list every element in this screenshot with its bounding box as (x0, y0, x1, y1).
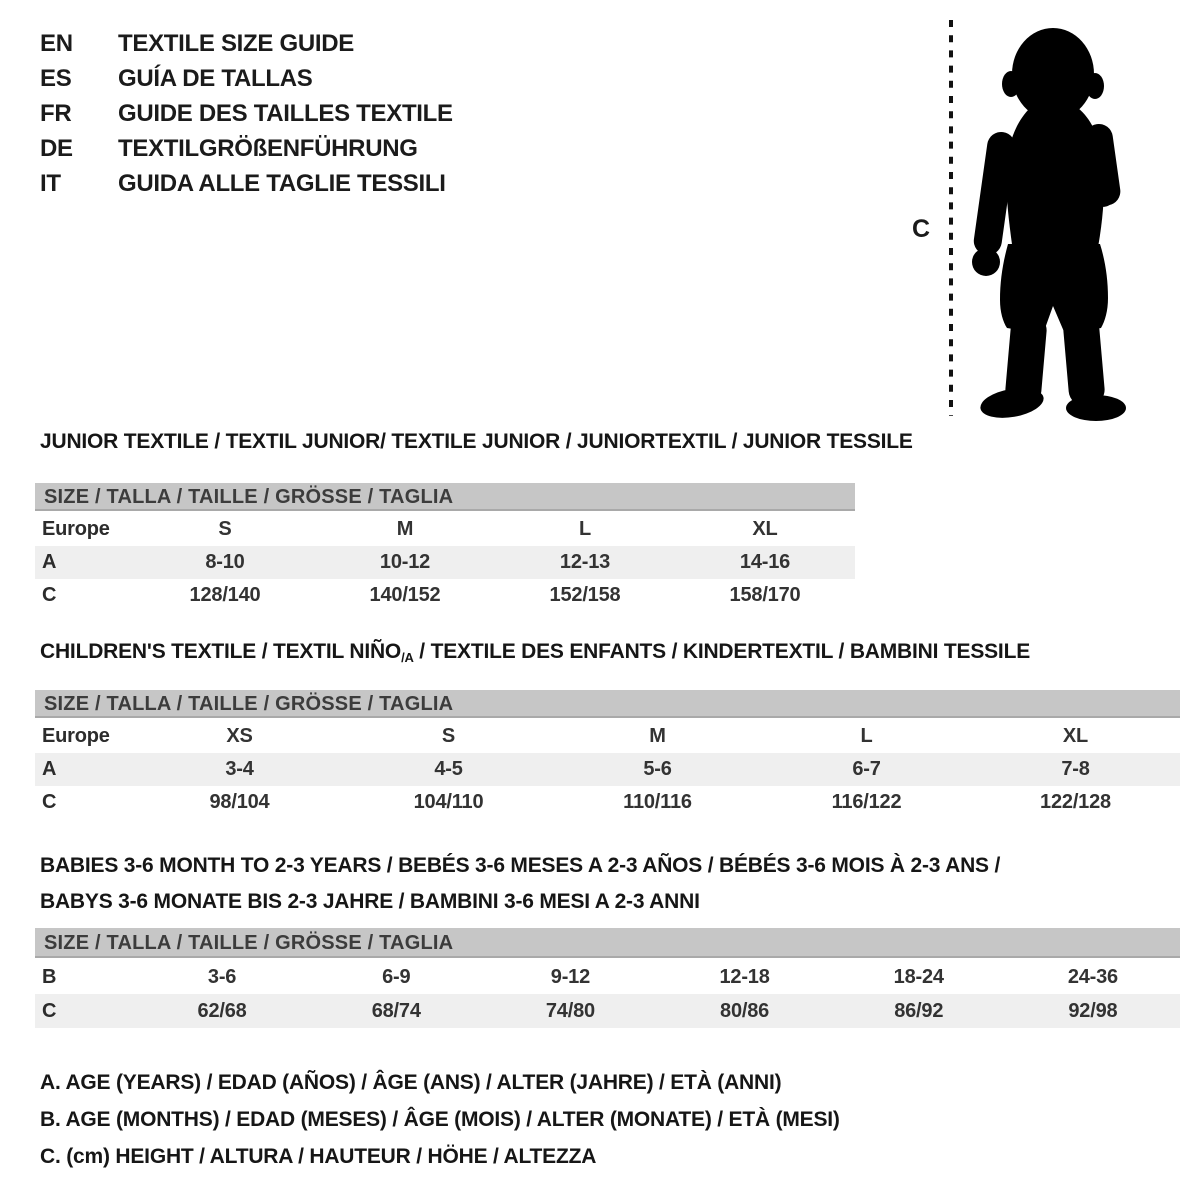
height-cell: 116/122 (831, 791, 902, 813)
toddler-silhouette-icon (905, 14, 1145, 422)
height-cell: 68/74 (371, 999, 421, 1022)
row-label: Europe (42, 518, 110, 540)
language-code: FR (40, 100, 72, 127)
babies-section-title (40, 848, 1000, 920)
age-cell: 4-5 (434, 758, 463, 780)
height-cell: 74/80 (545, 999, 595, 1022)
children-table (35, 720, 1180, 819)
months-cell: 24-36 (1067, 965, 1118, 988)
height-cell: 152/158 (549, 584, 621, 606)
junior-size-header-bar: SIZE / TALLA / TAILLE / GRÖSSE / TAGLIA (35, 483, 855, 511)
size-cell: L (578, 518, 592, 540)
age-cell: 5-6 (643, 758, 672, 780)
babies-size-header-bar: SIZE / TALLA / TAILLE / GRÖSSE / TAGLIA (35, 928, 1180, 958)
guide-title-it: GUIDA ALLE TAGLIE TESSILI (118, 170, 446, 197)
language-row-it (40, 166, 453, 201)
size-cell: XL (1062, 725, 1089, 747)
toddler-body (972, 28, 1126, 422)
height-cell: 158/170 (729, 584, 801, 606)
language-row-fr (40, 96, 453, 131)
height-cell: 122/128 (1040, 791, 1111, 813)
guide-title-de: TEXTILGRÖßENFÜHRUNG (118, 135, 418, 162)
months-cell: 12-18 (719, 965, 770, 988)
footnote-age-years: A. AGE (YEARS) / EDAD (AÑOS) / ÂGE (ANS) / ALTER (JAHRE) / ETÀ (ANNI) (40, 1071, 782, 1094)
footnote-height-cm: C. (cm) HEIGHT / ALTURA / HAUTEUR / HÖHE / ALTEZZA (40, 1145, 597, 1168)
guide-title-fr: GUIDE DES TAILLES TEXTILE (118, 100, 453, 127)
months-cell: 18-24 (893, 965, 944, 988)
language-code: DE (40, 135, 73, 162)
height-cell: 92/98 (1068, 999, 1118, 1022)
row-label: B (42, 965, 57, 988)
age-cell: 10-12 (379, 551, 431, 573)
guide-title-es: GUÍA DE TALLAS (118, 65, 313, 92)
months-cell: 9-12 (550, 965, 591, 988)
babies-title-line2: BABYS 3-6 MONATE BIS 2-3 JAHRE / BAMBINI 3-6 MESI A 2-3 ANNI (40, 890, 700, 913)
language-row-en (40, 26, 453, 61)
size-cell: M (649, 725, 666, 747)
age-cell: 12-13 (559, 551, 611, 573)
table-row-months (35, 960, 1180, 994)
months-cell: 6-9 (382, 965, 411, 988)
table-row-age (35, 546, 855, 579)
children-title-subscript: /A (401, 650, 414, 665)
row-label: A (42, 551, 57, 573)
legend-footnotes (40, 1064, 840, 1175)
row-label: Europe (42, 725, 110, 747)
language-code: EN (40, 30, 73, 57)
junior-table (35, 513, 855, 612)
row-label: C (42, 791, 57, 813)
table-row-europe (35, 513, 855, 546)
height-cell: 98/104 (209, 791, 270, 813)
table-row-europe (35, 720, 1180, 753)
children-size-header-bar: SIZE / TALLA / TAILLE / GRÖSSE / TAGLIA (35, 690, 1180, 718)
table-row-height (35, 994, 1180, 1028)
months-cell: 3-6 (207, 965, 237, 988)
age-cell: 7-8 (1061, 758, 1090, 780)
row-label: C (42, 999, 57, 1022)
height-cell: 128/140 (189, 584, 261, 606)
size-cell: S (218, 518, 232, 540)
row-label: A (42, 758, 57, 780)
size-cell: L (860, 725, 873, 747)
size-cell: XS (226, 725, 253, 747)
size-cell: XL (752, 518, 778, 540)
junior-section-title: JUNIOR TEXTILE / TEXTIL JUNIOR/ TEXTILE JUNIOR / JUNIORTEXTIL / JUNIOR TESSILE (40, 430, 913, 453)
height-cell: 110/116 (623, 791, 692, 813)
height-cell: 62/68 (197, 999, 247, 1022)
footnote-age-months: B. AGE (MONTHS) / EDAD (MESES) / ÂGE (MOIS) / ALTER (MONATE) / ETÀ (MESI) (40, 1108, 840, 1131)
babies-title-line1: BABIES 3-6 MONTH TO 2-3 YEARS / BEBÉS 3-6 MESES A 2-3 AÑOS / BÉBÉS 3-6 MOIS À 2-3 ANS / (40, 854, 1001, 877)
table-row-height (35, 579, 855, 612)
language-row-es (40, 61, 453, 96)
age-cell: 6-7 (852, 758, 881, 780)
babies-table (35, 960, 1180, 1028)
height-cell: 140/152 (369, 584, 441, 606)
children-title-prefix: CHILDREN'S TEXTILE / TEXTIL NIÑO (40, 640, 402, 663)
language-row-de (40, 131, 453, 166)
height-measure-label: C (912, 215, 931, 243)
table-row-age (35, 753, 1180, 786)
language-title-list (40, 26, 453, 201)
language-code: IT (40, 170, 61, 197)
row-label: C (42, 584, 57, 606)
language-code: ES (40, 65, 72, 92)
children-title-suffix: / TEXTILE DES ENFANTS / KINDERTEXTIL / BAMBINI TESSILE (413, 640, 1031, 663)
size-cell: S (441, 725, 456, 747)
age-cell: 14-16 (739, 551, 791, 573)
height-cell: 86/92 (894, 999, 944, 1022)
height-cell: 80/86 (720, 999, 770, 1022)
table-row-height (35, 786, 1180, 819)
age-cell: 8-10 (205, 551, 245, 573)
guide-title-en: TEXTILE SIZE GUIDE (118, 30, 354, 57)
age-cell: 3-4 (225, 758, 254, 780)
height-cell: 104/110 (413, 791, 484, 813)
children-section-title (40, 640, 1030, 665)
size-cell: M (396, 518, 414, 540)
